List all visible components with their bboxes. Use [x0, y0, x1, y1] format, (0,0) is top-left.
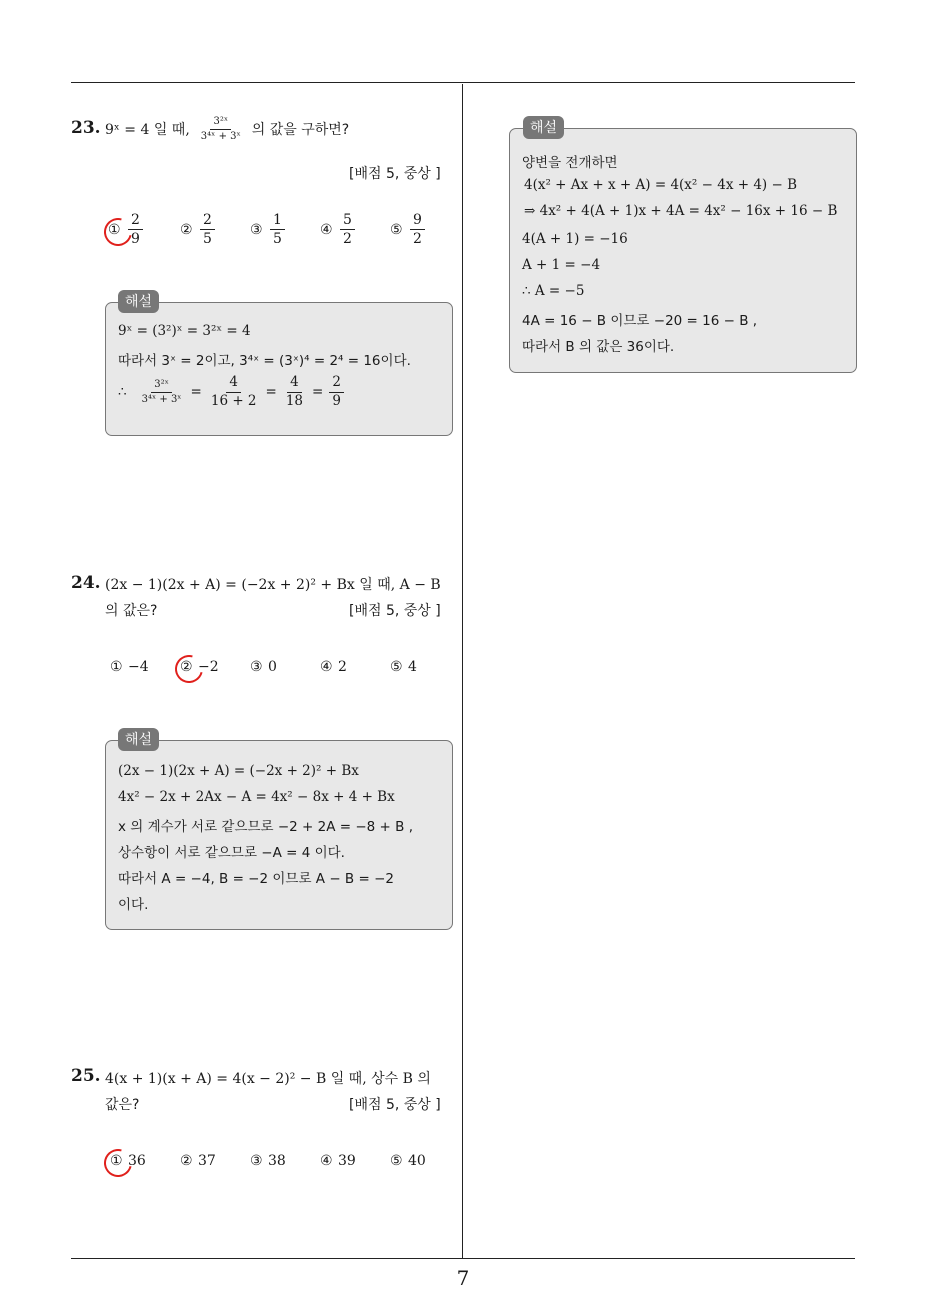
- sol-frac-den: 3⁴ˣ + 3ˣ: [141, 393, 182, 405]
- choice-label: ⑤: [390, 1153, 403, 1169]
- choice-num: 9: [410, 212, 425, 230]
- choice-den: 9: [131, 231, 140, 248]
- right-sol-line: 따라서 B 의 값은 36이다.: [522, 339, 675, 355]
- q23-sol-line-3: [118, 375, 346, 409]
- choice-label: ①: [110, 1153, 123, 1169]
- sol-frac-den: 9: [332, 392, 341, 409]
- page-number: 7: [456, 1266, 470, 1290]
- q23-choice-3[interactable]: [250, 212, 287, 247]
- choice-label: ③: [250, 1153, 263, 1169]
- question-24-stem-line1: (2x − 1)(2x + A) = (−2x + 2)² + Bx 일 때, A − B: [105, 577, 441, 593]
- sol-frac-den: 18: [285, 392, 304, 409]
- q24-choice-3[interactable]: [250, 659, 277, 675]
- q25-choice-5[interactable]: [390, 1153, 426, 1169]
- q24-solution-box: [105, 740, 453, 930]
- sol-frac-num: 3²ˣ: [151, 379, 172, 393]
- answer-mark-circle: [170, 650, 208, 688]
- right-sol-line: A + 1 = −4: [522, 257, 601, 273]
- choice-label: ④: [320, 1153, 333, 1169]
- q23-sol-line-1: 9ˣ = (3²)ˣ = 3²ˣ = 4: [118, 323, 251, 339]
- q23-sol-line-2: 따라서 3ˣ = 2이고, 3⁴ˣ = (3ˣ)⁴ = 2⁴ = 16이다.: [118, 353, 411, 369]
- right-solution-tag: 해설: [523, 116, 564, 139]
- q23-stem-prefix: 9ˣ = 4 일 때,: [105, 122, 190, 138]
- therefore-symbol: ∴: [118, 384, 127, 401]
- choice-label: ②: [180, 659, 193, 675]
- sol-frac-num: 4: [287, 375, 302, 393]
- choice-label: ④: [320, 659, 333, 675]
- choice-value: 37: [198, 1153, 216, 1169]
- q25-meta: [배점 5, 중상 ]: [349, 1097, 441, 1113]
- q23-stem-suffix: 의 값을 구하면?: [251, 122, 350, 138]
- equals-sign: =: [190, 384, 202, 401]
- q23-frac-den: 3⁴ˣ + 3ˣ: [200, 130, 241, 142]
- q23-frac-num: 3²ˣ: [210, 116, 231, 130]
- question-25-stem-line1: 4(x + 1)(x + A) = 4(x − 2)² − B 일 때, 상수 B 의: [105, 1071, 431, 1087]
- question-25-number: 25.: [71, 1066, 101, 1086]
- choice-value: 0: [268, 659, 277, 675]
- q24-meta: [배점 5, 중상 ]: [349, 603, 441, 619]
- question-23-number: 23.: [71, 118, 101, 138]
- right-sol-line: ⇒ 4x² + 4(A + 1)x + 4A = 4x² − 16x + 16 − B: [524, 203, 838, 219]
- choice-value: 2: [338, 659, 347, 675]
- q25-choice-2[interactable]: [180, 1153, 216, 1169]
- choice-value: −2: [198, 659, 219, 675]
- q24-sol-line: x 의 계수가 서로 같으므로 −2 + 2A = −8 + B ,: [118, 819, 414, 835]
- q24-choice-1[interactable]: [110, 659, 149, 675]
- choice-value: 40: [408, 1153, 426, 1169]
- choice-den: 2: [343, 231, 352, 248]
- choice-label: ④: [320, 221, 333, 238]
- q24-sol-line: 따라서 A = −4, B = −2 이므로 A − B = −2: [118, 871, 394, 887]
- q25-solution-box: [509, 128, 857, 373]
- bottom-rule: [71, 1258, 855, 1259]
- q23-choice-5[interactable]: [390, 212, 427, 247]
- question-25-stem-line2: 값은?: [105, 1097, 140, 1113]
- question-24-number: 24.: [71, 573, 101, 593]
- q25-choice-3[interactable]: [250, 1153, 286, 1169]
- choice-label: ②: [180, 1153, 193, 1169]
- q23-meta: [배점 5, 중상 ]: [349, 166, 441, 182]
- choice-value: −4: [128, 659, 149, 675]
- q24-choice-5[interactable]: [390, 659, 417, 675]
- right-sol-line: 4A = 16 − B 이므로 −20 = 16 − B ,: [522, 313, 758, 329]
- q23-stem-fraction: [198, 116, 244, 142]
- right-sol-line: 4(x² + Ax + x + A) = 4(x² − 4x + 4) − B: [524, 177, 797, 193]
- choice-label: ⑤: [390, 221, 403, 238]
- q24-choice-4[interactable]: [320, 659, 347, 675]
- choice-num: 2: [128, 212, 143, 230]
- q23-choice-4[interactable]: [320, 212, 357, 247]
- right-sol-line: ∴ A = −5: [522, 283, 585, 299]
- choice-label: ③: [250, 221, 263, 238]
- choice-label: ①: [110, 659, 123, 675]
- choice-num: 1: [270, 212, 285, 230]
- choice-num: 5: [340, 212, 355, 230]
- equals-sign: =: [265, 384, 277, 401]
- sol-frac-num: 4: [226, 375, 241, 393]
- choice-label: ⑤: [390, 659, 403, 675]
- question-23-stem: [105, 116, 349, 142]
- sol-frac-num: 2: [329, 375, 344, 393]
- q24-sol-line: 이다.: [118, 897, 149, 913]
- choice-value: 36: [128, 1153, 146, 1169]
- choice-value: 39: [338, 1153, 356, 1169]
- choice-label: ②: [180, 221, 193, 238]
- choice-label: ③: [250, 659, 263, 675]
- question-24-stem-line2: 의 값은?: [105, 603, 158, 619]
- choice-value: 38: [268, 1153, 286, 1169]
- equals-sign: =: [312, 384, 324, 401]
- sol-frac-den: 16 + 2: [210, 392, 257, 409]
- column-divider: [462, 84, 463, 1259]
- choice-label: ①: [108, 221, 121, 238]
- right-sol-line: 양변을 전개하면: [522, 155, 618, 171]
- q25-choice-4[interactable]: [320, 1153, 356, 1169]
- choice-value: 4: [408, 659, 417, 675]
- q24-sol-line: 상수항이 서로 같으므로 −A = 4 이다.: [118, 845, 345, 861]
- answer-mark-circle: [99, 1144, 137, 1182]
- q23-choice-2[interactable]: [180, 212, 217, 247]
- choice-den: 5: [203, 231, 212, 248]
- choice-num: 2: [200, 212, 215, 230]
- q24-solution-tag: 해설: [118, 728, 159, 751]
- top-rule: [71, 82, 855, 83]
- q23-solution-box: [105, 302, 453, 436]
- q24-sol-line: 4x² − 2x + 2Ax − A = 4x² − 8x + 4 + Bx: [118, 789, 395, 805]
- right-sol-line: 4(A + 1) = −16: [522, 231, 628, 247]
- q24-sol-line: (2x − 1)(2x + A) = (−2x + 2)² + Bx: [118, 763, 359, 779]
- q23-solution-tag: 해설: [118, 290, 159, 313]
- choice-den: 2: [413, 231, 422, 248]
- choice-den: 5: [273, 231, 282, 248]
